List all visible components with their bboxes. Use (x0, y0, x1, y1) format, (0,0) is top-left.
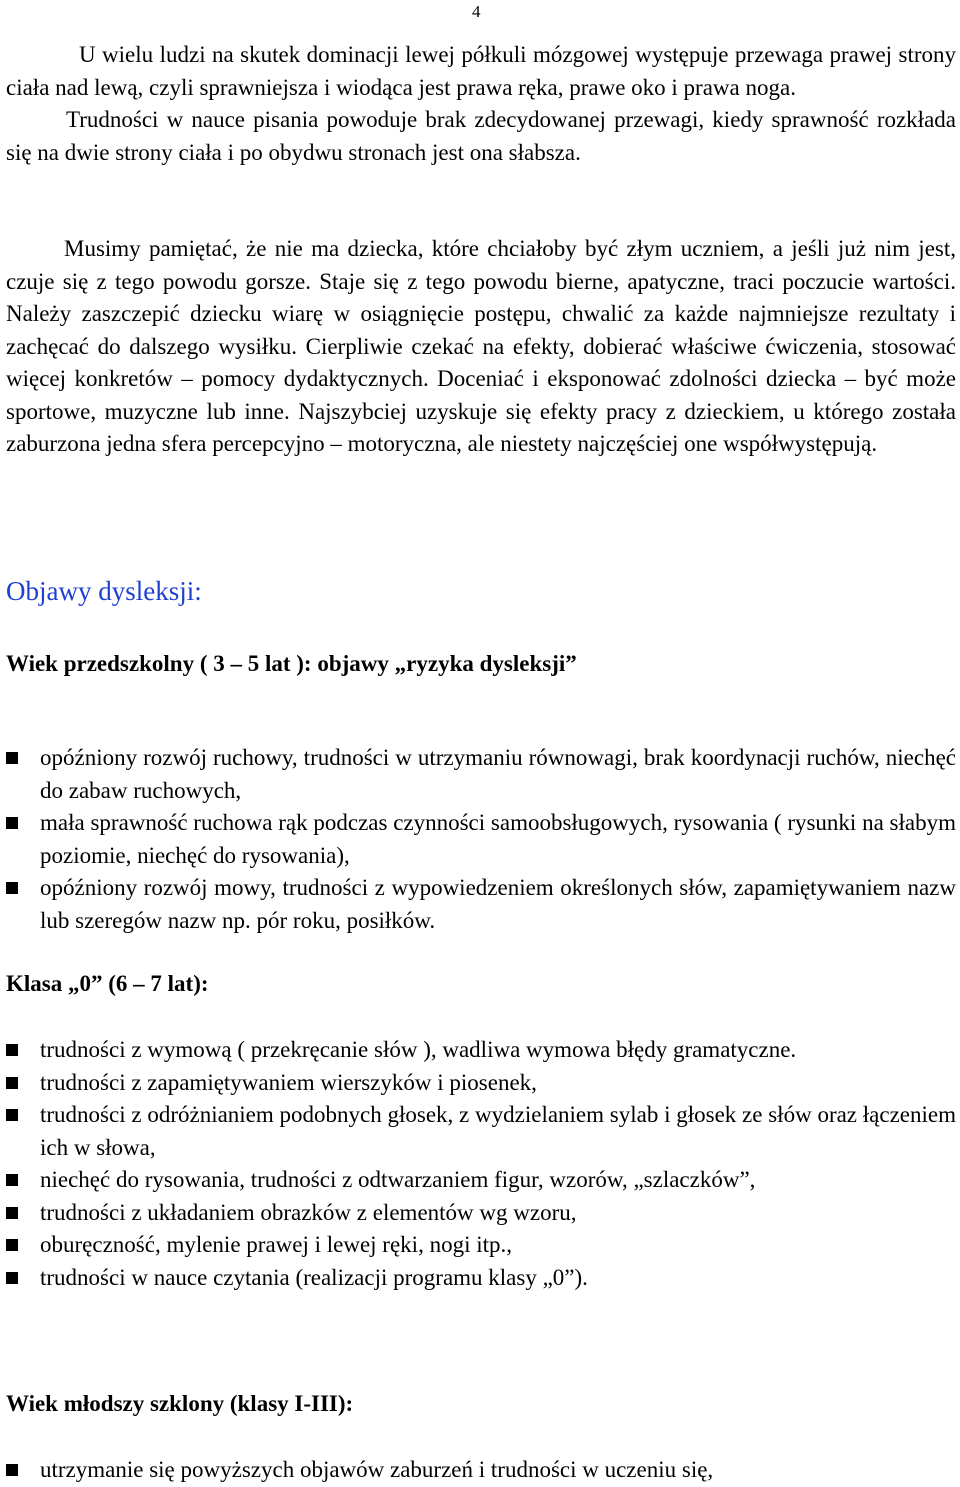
list-item: trudności w nauce czytania (realizacji programu klasy „0”). (6, 1262, 956, 1295)
list-item: oburęczność, mylenie prawej i lewej ręki, nogi itp., (6, 1229, 956, 1262)
page-number: 4 (472, 2, 481, 21)
intro-text-1: U wielu ludzi na skutek dominacji lewej półkuli mózgowej występuje przewaga prawej strony ciała nad lewą, czyli sprawniejsza i wiodąca jest prawa ręka, prawe oko i prawa noga. (6, 42, 956, 100)
section-title: Objawy dysleksji: (6, 576, 202, 606)
preschool-heading: Wiek przedszkolny ( 3 – 5 lat ): objawy „ryzyka dysleksji” (6, 651, 577, 676)
list-item: utrzymanie się powyższych objawów zaburzeń i trudności w uczeniu się, (6, 1454, 956, 1487)
list-item: trudności z układaniem obrazków z elementów wg wzoru, (6, 1197, 956, 1230)
square-bullet-icon (6, 1207, 18, 1219)
square-bullet-icon (6, 1174, 18, 1186)
square-bullet-icon (6, 817, 18, 829)
list-item: opóźniony rozwój mowy, trudności z wypowiedzeniem określonych słów, zapamiętywaniem nazw lub szeregów nazw np. pór roku, posiłków. (6, 872, 956, 937)
square-bullet-icon (6, 752, 18, 764)
preschool-symptom-list (6, 742, 956, 937)
square-bullet-icon (6, 882, 18, 894)
intro-paragraph (6, 39, 956, 169)
square-bullet-icon (6, 1109, 18, 1121)
list-item: trudności z wymową ( przekręcanie słów ), wadliwa wymowa błędy gramatyczne. (6, 1034, 956, 1067)
list-item: niechęć do rysowania, trudności z odtwarzaniem figur, wzorów, „szlaczków”, (6, 1164, 956, 1197)
list-item: trudności z odróżnianiem podobnych głosek, z wydzielaniem sylab i głosek ze słów oraz łączeniem ich w słowa, (6, 1099, 956, 1164)
list-item: mała sprawność ruchowa rąk podczas czynności samoobsługowych, rysowania ( rysunki na słabym poziomie, niechęć do rysowania), (6, 807, 956, 872)
square-bullet-icon (6, 1044, 18, 1056)
early-school-symptom-list (6, 1454, 956, 1487)
square-bullet-icon (6, 1464, 18, 1476)
intro-text-2: Trudności w nauce pisania powoduje brak zdecydowanej przewagi, kiedy sprawność rozkłada się na dwie strony ciała i po obydwu stronach jest ona słabsza. (6, 107, 956, 165)
square-bullet-icon (6, 1239, 18, 1251)
class-zero-heading: Klasa „0” (6 – 7 lat): (6, 971, 209, 996)
advice-paragraph (6, 233, 956, 461)
square-bullet-icon (6, 1272, 18, 1284)
square-bullet-icon (6, 1077, 18, 1089)
class-zero-symptom-list (6, 1034, 956, 1294)
list-item: opóźniony rozwój ruchowy, trudności w utrzymaniu równowagi, brak koordynacji ruchów, niechęć do zabaw ruchowych, (6, 742, 956, 807)
early-school-heading: Wiek młodszy szklony (klasy I-III): (6, 1391, 354, 1416)
advice-text: Musimy pamiętać, że nie ma dziecka, które chciałoby być złym uczniem, a jeśli już nim jest, czuje się z tego powodu gorsze. Staje się z tego powodu bierne, apatyczne, traci poczucie wartości. Należy zaszczepić dziecku wiarę w osiągnięcie postępu, chwalić za każde najmniejsze rezultaty i zachęcać do dalszego wysiłku. Cierpliwie czekać na efekty, dobierać właściwe ćwiczenia, stosować więcej konkretów – pomocy dydaktycznych. Doceniać i eksponować zdolności dziecka – być może sportowe, muzyczne lub inne. Najszybciej uzyskuje się efekty pracy z dzieckiem, u którego została zaburzona jedna sfera percepcyjno – motoryczna, ale niestety najczęściej one współwystępują. (6, 236, 956, 456)
list-item: trudności z zapamiętywaniem wierszyków i piosenek, (6, 1067, 956, 1100)
